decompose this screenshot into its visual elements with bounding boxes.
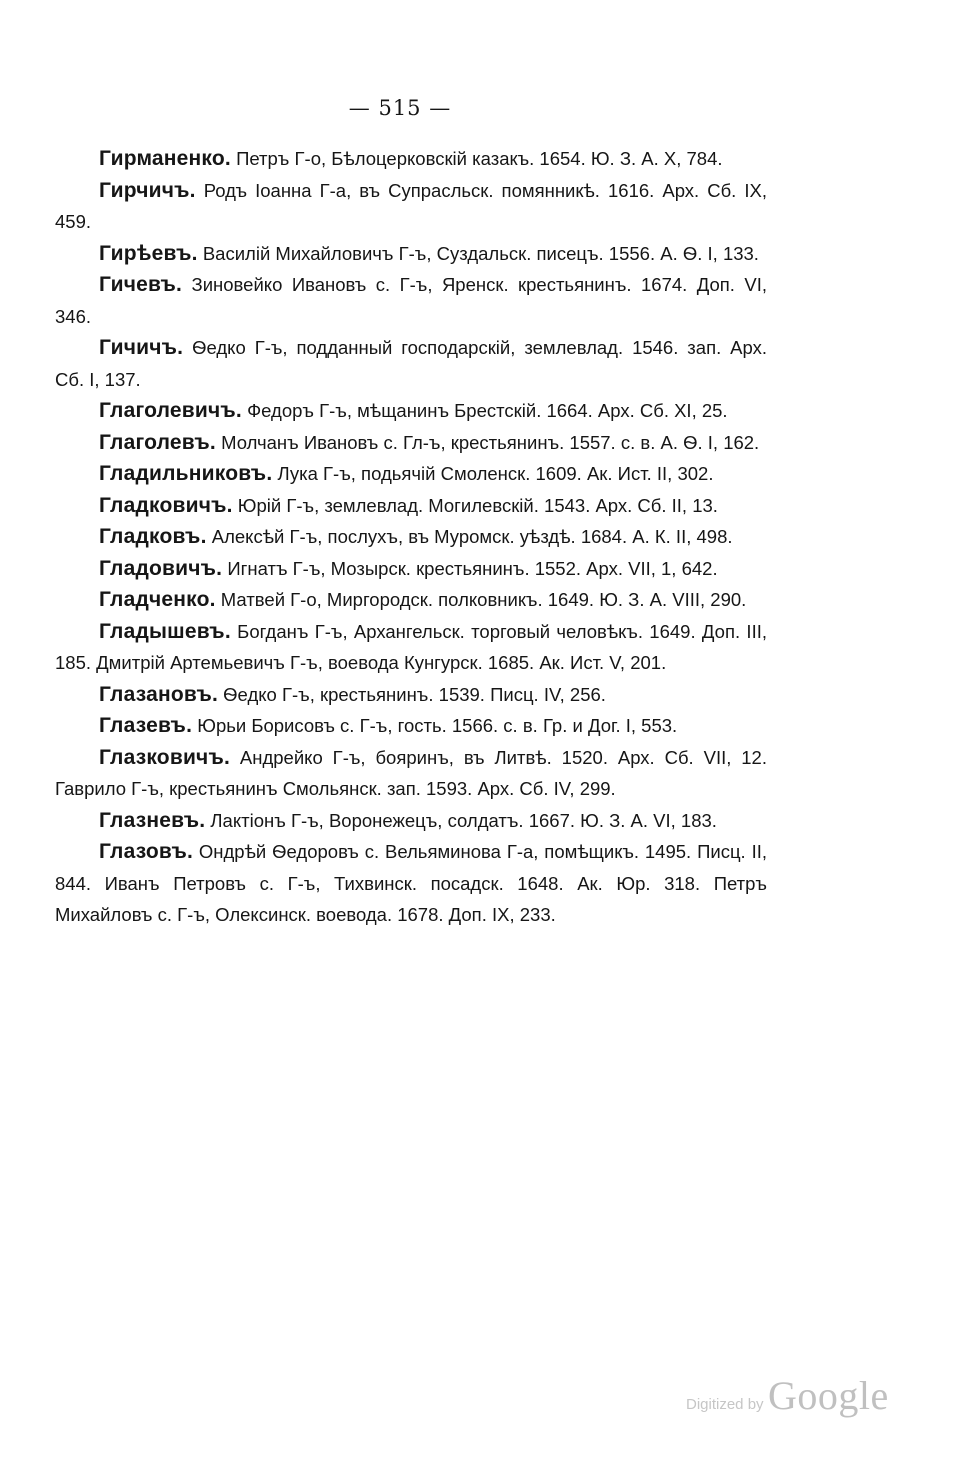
entry-text: Алексѣй Г-ъ, послухъ, въ Муромск. уѣздѣ. 1684. А. К. II, 498. <box>206 526 733 547</box>
entry-headword: Глаголевъ. <box>99 430 216 454</box>
dictionary-entry <box>55 427 767 459</box>
entry-text: Ѳедко Г-ъ, крестьянинъ. 1539. Писц. IV, 256. <box>218 683 606 705</box>
dictionary-entry <box>55 238 767 270</box>
entry-headword: Гирчичъ. <box>99 178 196 202</box>
entry-text: Василій Михайловичъ Г-ъ, Суздальск. писецъ. 1556. А. Ѳ. I, 133. <box>197 242 759 264</box>
entry-headword: Гичевъ. <box>99 273 183 296</box>
dictionary-entry <box>55 742 767 805</box>
entry-headword: Гирманенко. <box>99 147 231 170</box>
entry-headword: Гичичъ. <box>99 336 184 359</box>
entry-text: Ондрѣй Ѳедоровъ с. Вельяминова Г-а, помѣщикъ. 1495. Писц. II, 844. Иванъ Петровъ с. Г-ъ, Тихвинск. посадск. 1648. Ак. Юр. 318. Петръ Михайловъ с. Г-ъ, Олексинск. воевода. 1678. Доп. IX, 233. <box>55 841 767 925</box>
entry-headword: Глазневъ. <box>99 808 206 832</box>
dictionary-entry <box>55 616 767 679</box>
entry-headword: Гладильниковъ. <box>99 462 273 485</box>
dictionary-entries <box>55 143 767 931</box>
dictionary-entry <box>55 269 767 332</box>
entry-headword: Гладченко. <box>99 588 216 611</box>
entry-text: Петръ Г-о, Бѣлоцерковскій казакъ. 1654. Ю. З. А. X, 784. <box>230 148 723 169</box>
entry-headword: Глазковичъ. <box>99 745 230 769</box>
dictionary-entry <box>55 332 767 395</box>
entry-headword: Глазановъ. <box>99 682 219 706</box>
entry-text: Игнатъ Г-ъ, Мозырск. крестьянинъ. 1552. Арх. VII, 1, 642. <box>222 557 718 579</box>
dictionary-entry <box>55 584 767 616</box>
dictionary-entry <box>55 395 767 427</box>
entry-text: Зиновейко Ивановъ с. Г-ъ, Яренск. крестьянинъ. 1674. Доп. VI, 346. <box>55 274 767 327</box>
entry-text: Лактіонъ Г-ъ, Воронежецъ, солдатъ. 1667. Ю. З. А. VI, 183. <box>205 809 717 831</box>
entry-headword: Гирѣевъ. <box>99 241 198 265</box>
dictionary-entry <box>55 710 767 742</box>
dictionary-entry <box>55 175 767 238</box>
entry-text: Ѳедко Г-ъ, подданный господарскій, землевлад. 1546. зап. Арх. Сб. I, 137. <box>55 337 767 390</box>
dictionary-entry <box>55 143 767 175</box>
entry-text: Юрьи Борисовъ с. Г-ъ, гость. 1566. с. в. Гр. и Дог. I, 553. <box>192 715 678 736</box>
entry-headword: Гладковъ. <box>99 525 207 548</box>
entry-text: Юрій Г-ъ, землевлад. Могилевскій. 1543. Арх. Сб. II, 13. <box>232 494 718 516</box>
entry-headword: Гладовичъ. <box>99 556 223 580</box>
entry-headword: Глаголевичъ. <box>99 399 242 422</box>
digitized-by-google-watermark <box>686 1372 889 1419</box>
entry-headword: Глазевъ. <box>99 714 193 737</box>
dictionary-entry <box>55 553 767 585</box>
entry-text: Родъ Іоанна Г-а, въ Супрасльск. помянникѣ. 1616. Арх. Сб. IX, 459. <box>55 179 767 232</box>
dictionary-entry <box>55 458 767 490</box>
entry-text: Богданъ Г-ъ, Архангельск. торговый человѣкъ. 1649. Доп. III, 185. Дмитрій Артемьевичъ Г-ъ, воевода Кунгурск. 1685. Ак. Ист. V, 201. <box>55 620 767 673</box>
entry-headword: Гладышевъ. <box>99 619 231 643</box>
entry-text: Молчанъ Ивановъ с. Гл-ъ, крестьянинъ. 1557. с. в. А. Ѳ. I, 162. <box>215 431 760 453</box>
dictionary-entry <box>55 836 767 931</box>
page-number: — 515 — <box>348 96 452 120</box>
entry-headword: Глазовъ. <box>99 840 194 863</box>
entry-text: Федоръ Г-ъ, мѣщанинъ Брестскій. 1664. Арх. Сб. XI, 25. <box>241 400 728 421</box>
dictionary-entry <box>55 490 767 522</box>
dictionary-entry <box>55 679 767 711</box>
google-logo: Google <box>768 1373 889 1418</box>
watermark-prefix: Digitized by <box>686 1396 764 1413</box>
entry-text: Матвей Г-о, Миргородск. полковникъ. 1649. Ю. З. А. VIII, 290. <box>215 589 747 610</box>
entry-text: Андрейко Г-ъ, бояринъ, въ Литвѣ. 1520. Арх. Сб. VII, 12. Гаврило Г-ъ, крестьянинъ Смольянск. зап. 1593. Арх. Сб. IV, 299. <box>55 746 767 799</box>
entry-headword: Гладковичъ. <box>99 493 233 517</box>
entry-text: Лука Г-ъ, подьячій Смоленск. 1609. Ак. Ист. II, 302. <box>272 463 714 484</box>
dictionary-entry <box>55 805 767 837</box>
dictionary-entry <box>55 521 767 553</box>
